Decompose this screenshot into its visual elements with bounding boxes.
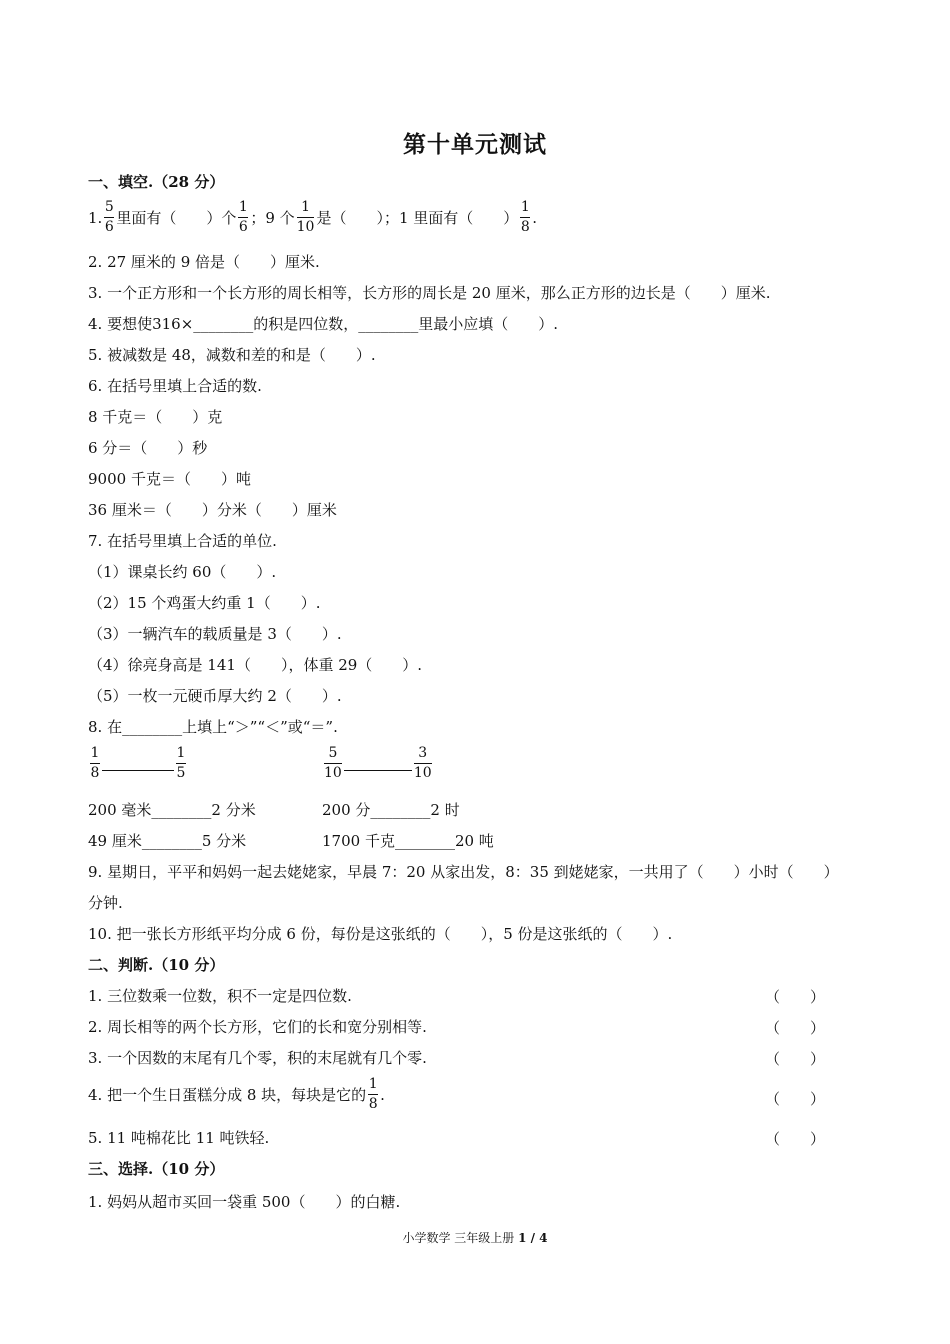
answer-blank[interactable]: [102, 770, 174, 771]
answer-blank[interactable]: [344, 770, 412, 771]
q1-number: 1.: [88, 208, 103, 227]
fraction-1-8: $\frac{1}{8}$: [368, 1076, 378, 1112]
fraction-1-8: $\frac{1}{8}$: [520, 199, 530, 235]
question-7-3: （3）一辆汽车的载质量是 3（ ）.: [88, 625, 342, 643]
judge-5-answer[interactable]: （ ）: [765, 1130, 826, 1148]
question-9: 9. 星期日，平平和妈妈一起去姥姥家，早晨 7：20 从家出发，8：35 到姥姥家，一共用了（ ）小时（ ）: [88, 863, 839, 881]
fraction-1-10: $\frac{1}{10}$: [296, 199, 315, 235]
judge-4: [88, 1077, 385, 1112]
question-6d: 36 厘米＝（ ）分米（ ）厘米: [88, 501, 337, 519]
judge-3-answer[interactable]: （ ）: [765, 1050, 826, 1068]
judge-2-answer[interactable]: （ ）: [765, 1019, 826, 1037]
question-2: 2. 27 厘米的 9 倍是（ ）厘米.: [88, 253, 320, 271]
judge-4-answer[interactable]: （ ）: [765, 1090, 826, 1108]
fraction-5-10: $\frac{5}{10}$: [324, 745, 342, 781]
compare-1-8-vs-1-5: [88, 746, 188, 781]
judge-4-period: .: [380, 1085, 385, 1104]
question-10: 10. 把一张长方形纸平均分成 6 份，每份是这张纸的（ ），5 份是这张纸的（ ）.: [88, 925, 673, 943]
page-title: 第十单元测试: [403, 131, 547, 158]
compare-5-10-vs-3-10: [322, 746, 434, 781]
question-9-cont: 分钟.: [88, 894, 123, 912]
fraction-5-6: $\frac{5}{6}$: [104, 199, 114, 235]
page-footer: [0, 1229, 950, 1246]
question-7-1: （1）课桌长约 60（ ）.: [88, 563, 277, 581]
question-6b: 6 分＝（ ）秒: [88, 439, 208, 457]
judge-3: 3. 一个因数的末尾有几个零，积的末尾就有几个零.: [88, 1049, 427, 1067]
judge-1: 1. 三位数乘一位数，积不一定是四位数.: [88, 987, 352, 1005]
question-7-5: （5）一枚一元硬币厚大约 2（ ）.: [88, 687, 342, 705]
judge-5: 5. 11 吨棉花比 11 吨铁轻.: [88, 1129, 270, 1147]
q1-text-c: 是（ ）；1 里面有（ ）: [316, 209, 519, 227]
section-heading-fill: 一、填空.（28 分）: [88, 173, 225, 191]
fraction-1-5: $\frac{1}{5}$: [176, 745, 186, 781]
judge-2: 2. 周长相等的两个长方形，它们的长和宽分别相等.: [88, 1018, 427, 1036]
footer-text: 小学数学 三年级上册: [402, 1231, 519, 1245]
section-heading-choice: 三、选择.（10 分）: [88, 1160, 225, 1178]
question-6a: 8 千克＝（ ）克: [88, 408, 223, 426]
question-6c: 9000 千克＝（ ）吨: [88, 470, 251, 488]
question-7-4: （4）徐亮身高是 141（ ），体重 29（ ）.: [88, 656, 423, 674]
question-3: 3. 一个正方形和一个长方形的周长相等，长方形的周长是 20 厘米，那么正方形的边长是（ ）厘米.: [88, 284, 771, 302]
fraction-1-8: $\frac{1}{8}$: [90, 745, 100, 781]
question-4: 4. 要想使316×________的积是四位数，________里最小应填（ ）.: [88, 315, 559, 333]
question-5: 5. 被减数是 48，减数和差的和是（ ）.: [88, 346, 376, 364]
question-7-2: （2）15 个鸡蛋大约重 1（ ）.: [88, 594, 321, 612]
q1-text-a: 里面有（ ）个: [116, 209, 237, 227]
page-number: 1 / 4: [518, 1231, 548, 1245]
q1-text-b: ；9 个: [250, 209, 295, 227]
question-8-row-3a: 49 厘米________5 分米: [88, 832, 247, 850]
question-8-row-2b: 200 分________2 时: [322, 801, 460, 819]
fraction-1-6: $\frac{1}{6}$: [238, 199, 248, 235]
question-6: 6. 在括号里填上合适的数.: [88, 377, 262, 395]
judge-4-text: 4. 把一个生日蛋糕分成 8 块，每块是它的: [88, 1086, 367, 1104]
question-1: [88, 200, 537, 235]
fraction-3-10: $\frac{3}{10}$: [413, 745, 432, 781]
choice-1: 1. 妈妈从超市买回一袋重 500（ ）的白糖.: [88, 1193, 401, 1211]
question-7: 7. 在括号里填上合适的单位.: [88, 532, 277, 550]
judge-1-answer[interactable]: （ ）: [765, 988, 826, 1006]
question-8-row-3b: 1700 千克________20 吨: [322, 832, 494, 850]
q1-text-d: .: [532, 208, 538, 227]
question-8: 8. 在________上填上“＞”“＜”或“＝”.: [88, 718, 338, 736]
question-8-row-2a: 200 毫米________2 分米: [88, 801, 256, 819]
section-heading-judge: 二、判断.（10 分）: [88, 956, 225, 974]
